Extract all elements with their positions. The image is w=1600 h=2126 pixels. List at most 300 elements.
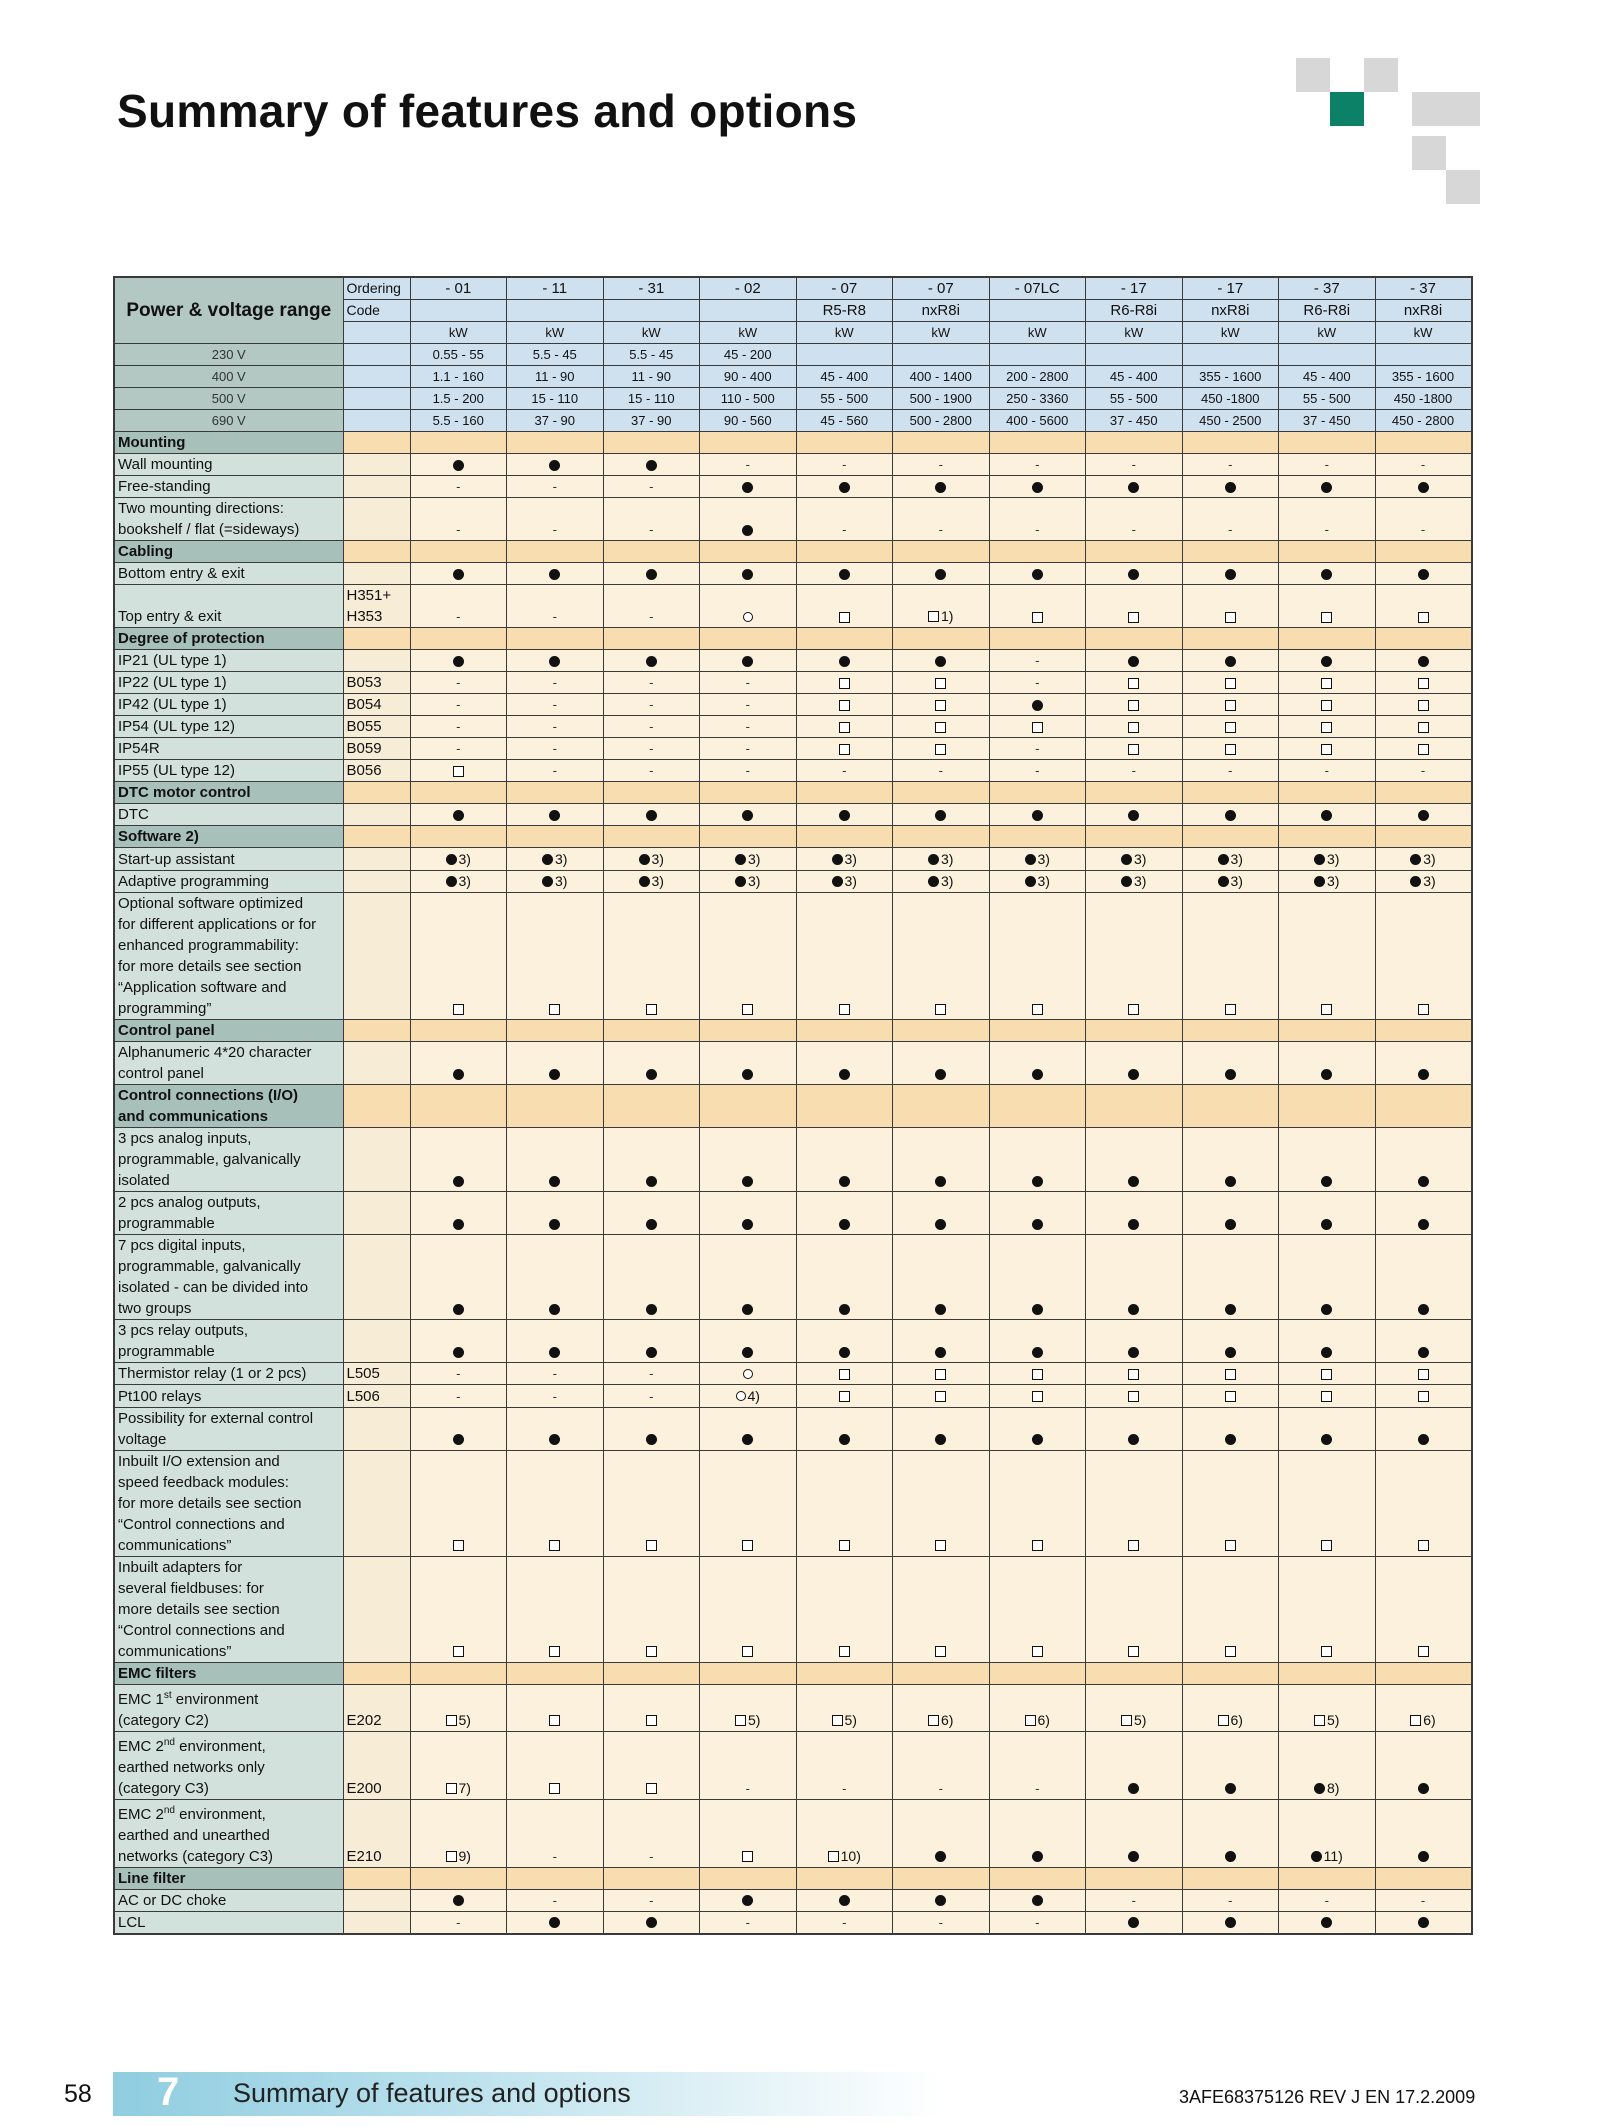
power-range-cell: 355 - 1600 [1182, 366, 1279, 388]
cell-line: several fieldbuses: for [118, 1579, 264, 1597]
availability-cell [989, 870, 1086, 893]
availability-cell [700, 694, 797, 716]
availability-cell [796, 1363, 893, 1385]
filled-dot-icon [453, 1434, 464, 1445]
dash-mark: - [1228, 763, 1233, 778]
open-square-icon [839, 700, 850, 711]
filled-dot-icon [1032, 1434, 1043, 1445]
availability-cell [989, 1363, 1086, 1385]
availability-cell [989, 1684, 1086, 1731]
filled-dot-icon [1418, 810, 1429, 821]
section-value-cell [507, 628, 604, 650]
availability-cell [1086, 1192, 1183, 1235]
feature-row [114, 1128, 1472, 1192]
open-square-icon [549, 1004, 560, 1015]
availability-cell [700, 1799, 797, 1867]
voltage-label: 500 V [114, 388, 343, 410]
section-code-cell [343, 628, 410, 650]
footnote-ref: 3) [458, 850, 471, 867]
open-square-icon [1032, 1540, 1043, 1551]
open-square-icon [1321, 700, 1332, 711]
availability-cell [507, 1128, 604, 1192]
dash-mark: - [1131, 457, 1136, 472]
availability-cell [507, 1911, 604, 1934]
section-value-cell [1086, 826, 1183, 848]
section-code-cell [343, 1020, 410, 1042]
availability-cell [1279, 498, 1376, 541]
footnote-ref: 3) [555, 873, 568, 890]
availability-cell [700, 1042, 797, 1085]
section-value-cell [1375, 432, 1472, 454]
filled-dot-icon [453, 656, 464, 667]
feature-label [114, 804, 343, 826]
availability-cell [1375, 1235, 1472, 1320]
dash-mark: - [745, 763, 750, 778]
feature-row [114, 1556, 1472, 1662]
filled-dot-icon [1032, 1895, 1043, 1906]
power-range-cell [893, 344, 990, 366]
footnote-ref: 3) [1134, 873, 1147, 890]
availability-cell [410, 848, 507, 871]
open-square-icon [453, 766, 464, 777]
availability-cell [410, 1407, 507, 1450]
section-value-cell [603, 628, 700, 650]
filled-dot-icon [839, 1434, 850, 1445]
footnote-ref: 11) [1323, 1847, 1343, 1864]
availability-cell [410, 893, 507, 1020]
footnote-ref: 3) [1423, 850, 1436, 867]
dash-mark: - [649, 675, 654, 690]
cell-line: B056 [346, 762, 382, 779]
cell-line: “Control connections and [118, 1621, 285, 1639]
section-title-line2: and communications [118, 1108, 269, 1126]
section-title: Control connections (I/O) [118, 1087, 298, 1105]
unit-cell: kW [893, 322, 990, 344]
feature-label [114, 1450, 343, 1556]
availability-cell [1375, 1731, 1472, 1799]
availability-cell [1375, 870, 1472, 893]
section-value-cell [796, 1867, 893, 1889]
availability-cell [893, 1799, 990, 1867]
footnote-ref: 3) [651, 873, 664, 890]
power-range-cell: 500 - 2800 [893, 410, 990, 432]
filled-dot-icon [639, 854, 650, 865]
filled-dot-icon [1032, 700, 1043, 711]
power-range-cell: 55 - 500 [1279, 388, 1376, 410]
availability-cell [1086, 1889, 1183, 1911]
availability-cell [603, 1042, 700, 1085]
availability-cell [507, 870, 604, 893]
availability-cell [410, 1450, 507, 1556]
filled-dot-icon [1025, 854, 1036, 865]
footnote-ref: 5) [844, 1711, 857, 1728]
filled-dot-icon [839, 569, 850, 580]
dash-mark: - [1131, 522, 1136, 537]
unit-code-cell [343, 322, 410, 344]
open-square-icon [839, 678, 850, 689]
filled-dot-icon [453, 1347, 464, 1358]
filled-dot-icon [742, 569, 753, 580]
cell-line: EMC 2nd environment, [118, 1736, 266, 1755]
section-code-cell [343, 1085, 410, 1128]
availability-cell [1182, 1192, 1279, 1235]
code-cell: R5-R8 [796, 300, 893, 322]
voltage-code-cell [343, 410, 410, 432]
availability-cell [893, 476, 990, 498]
open-square-icon [935, 1540, 946, 1551]
filled-dot-icon [742, 1176, 753, 1187]
cell-line: programmable, galvanically [118, 1258, 301, 1276]
footnote-ref: 7) [458, 1779, 471, 1796]
section-value-cell [1375, 1085, 1472, 1128]
availability-cell [410, 1684, 507, 1731]
availability-cell [989, 804, 1086, 826]
power-range-cell: 1.5 - 200 [410, 388, 507, 410]
availability-cell [796, 1731, 893, 1799]
dash-mark: - [938, 522, 943, 537]
cell-line: Free-standing [118, 478, 211, 495]
dash-mark: - [649, 719, 654, 734]
cell-line: Wall mounting [118, 456, 213, 473]
availability-cell [1279, 1320, 1376, 1363]
availability-cell [893, 1320, 990, 1363]
section-row [114, 1020, 1472, 1042]
filled-dot-icon [1314, 1783, 1325, 1794]
availability-cell [700, 893, 797, 1020]
availability-cell [700, 1889, 797, 1911]
filled-dot-icon [742, 1219, 753, 1230]
feature-label [114, 1889, 343, 1911]
availability-cell [1182, 1128, 1279, 1192]
unit-cell: kW [603, 322, 700, 344]
availability-cell [796, 454, 893, 476]
dash-mark: - [456, 719, 461, 734]
code-cell [989, 300, 1086, 322]
availability-cell [507, 893, 604, 1020]
cell-line: Start-up assistant [118, 850, 235, 868]
cell-line: DTC [118, 806, 149, 823]
availability-cell [1182, 454, 1279, 476]
availability-cell [1086, 672, 1183, 694]
availability-cell [1375, 1042, 1472, 1085]
option-code [343, 1450, 410, 1556]
cell-line: IP54R [118, 740, 160, 757]
availability-cell [1182, 893, 1279, 1020]
availability-cell [1182, 1911, 1279, 1934]
availability-cell [796, 498, 893, 541]
section-value-cell [989, 628, 1086, 650]
availability-cell [989, 760, 1086, 782]
header-row-ordering [114, 277, 1472, 300]
feature-row [114, 804, 1472, 826]
dash-mark: - [745, 675, 750, 690]
availability-cell [1182, 1684, 1279, 1731]
feature-label [114, 498, 343, 541]
section-value-cell [1086, 1662, 1183, 1684]
availability-cell [507, 1407, 604, 1450]
availability-cell [700, 1128, 797, 1192]
cell-line: Possibility for external control [118, 1409, 314, 1427]
availability-cell [507, 804, 604, 826]
availability-cell [796, 1450, 893, 1556]
section-value-cell [603, 1867, 700, 1889]
open-square-icon [928, 611, 939, 622]
option-code [343, 1363, 410, 1385]
availability-cell [410, 760, 507, 782]
cell-line: B053 [346, 674, 382, 691]
availability-cell [1086, 1731, 1183, 1799]
power-range-cell: 450 -1800 [1375, 388, 1472, 410]
section-value-cell [796, 826, 893, 848]
availability-cell [410, 1731, 507, 1799]
feature-label [114, 1320, 343, 1363]
section-value-cell [700, 1085, 797, 1128]
cell-line: B054 [346, 696, 382, 713]
code-cell [507, 300, 604, 322]
cell-line: isolated - can be divided into [118, 1279, 309, 1297]
filled-dot-icon [446, 854, 457, 865]
availability-cell [603, 804, 700, 826]
section-value-cell [1182, 1662, 1279, 1684]
open-square-icon [935, 1646, 946, 1657]
filled-dot-icon [935, 1851, 946, 1862]
open-square-icon [839, 1540, 850, 1551]
open-square-icon [549, 1540, 560, 1551]
footnote-ref: 1) [941, 608, 954, 624]
open-square-icon [1121, 1715, 1132, 1726]
option-code [343, 1128, 410, 1192]
cell-line: bookshelf / flat (=sideways) [118, 521, 300, 538]
open-square-icon [549, 1715, 560, 1726]
filled-dot-icon [549, 656, 560, 667]
option-code [343, 1042, 410, 1085]
filled-dot-icon [453, 460, 464, 471]
option-code [343, 694, 410, 716]
dash-mark: - [745, 741, 750, 756]
availability-cell [893, 1363, 990, 1385]
section-value-cell [1279, 826, 1376, 848]
availability-cell [1279, 738, 1376, 760]
footnote-ref: 3) [844, 873, 857, 890]
open-square-icon [1410, 1715, 1421, 1726]
section-row [114, 628, 1472, 650]
availability-cell [1375, 1363, 1472, 1385]
filled-dot-icon [1225, 569, 1236, 580]
filled-dot-icon [742, 1304, 753, 1315]
feature-row [114, 738, 1472, 760]
section-value-cell [796, 1662, 893, 1684]
dash-mark: - [938, 1914, 943, 1930]
dash-mark: - [938, 457, 943, 472]
availability-cell [1086, 1385, 1183, 1408]
availability-cell [1375, 585, 1472, 628]
power-range-cell: 110 - 500 [700, 388, 797, 410]
unit-cell: kW [1086, 322, 1183, 344]
availability-cell [603, 1799, 700, 1867]
feature-row [114, 870, 1472, 893]
section-value-cell [893, 826, 990, 848]
availability-cell [1086, 1363, 1183, 1385]
section-value-cell [410, 1020, 507, 1042]
voltage-label: 690 V [114, 410, 343, 432]
filled-dot-icon [1418, 1434, 1429, 1445]
availability-cell [1279, 563, 1376, 585]
open-square-icon [1418, 612, 1429, 623]
option-code [343, 563, 410, 585]
section-value-cell [1182, 1020, 1279, 1042]
cell-line: IP42 (UL type 1) [118, 696, 227, 713]
availability-cell [410, 1320, 507, 1363]
filled-dot-icon [1128, 1917, 1139, 1928]
filled-dot-icon [1321, 1434, 1332, 1445]
dash-mark: - [938, 1780, 943, 1796]
section-value-cell [1375, 826, 1472, 848]
availability-cell [1279, 1192, 1376, 1235]
filled-dot-icon [639, 876, 650, 887]
power-range-cell: 450 - 2500 [1182, 410, 1279, 432]
availability-cell [989, 1731, 1086, 1799]
open-square-icon [1321, 1646, 1332, 1657]
section-label [114, 1867, 343, 1889]
filled-dot-icon [1418, 1347, 1429, 1358]
section-value-cell [507, 1662, 604, 1684]
open-square-icon [1418, 1540, 1429, 1551]
availability-cell [410, 1128, 507, 1192]
availability-cell [603, 1192, 700, 1235]
availability-cell [796, 738, 893, 760]
power-range-cell: 15 - 110 [507, 388, 604, 410]
footnote-ref: 3) [1327, 850, 1340, 867]
feature-row [114, 893, 1472, 1020]
filled-dot-icon [453, 569, 464, 580]
availability-cell [507, 1363, 604, 1385]
open-square-icon [1025, 1715, 1036, 1726]
filled-dot-icon [742, 1069, 753, 1080]
availability-cell [796, 1192, 893, 1235]
open-square-icon [1321, 678, 1332, 689]
dash-mark: - [1035, 741, 1040, 756]
filled-dot-icon [1128, 569, 1139, 580]
availability-cell [410, 585, 507, 628]
open-square-icon [1225, 1646, 1236, 1657]
open-square-icon [1032, 722, 1043, 733]
availability-cell [989, 498, 1086, 541]
availability-cell [1086, 716, 1183, 738]
feature-row [114, 476, 1472, 498]
dash-mark: - [552, 697, 557, 712]
availability-cell [1086, 585, 1183, 628]
option-code [343, 716, 410, 738]
ordering-cell: - 31 [603, 277, 700, 300]
section-value-cell [507, 1085, 604, 1128]
section-value-cell [700, 826, 797, 848]
availability-cell [700, 454, 797, 476]
section-value-cell [1375, 782, 1472, 804]
availability-cell [893, 672, 990, 694]
filled-dot-icon [935, 1176, 946, 1187]
open-square-icon [453, 1540, 464, 1551]
filled-dot-icon [935, 482, 946, 493]
section-title: Mounting [118, 434, 186, 451]
section-value-cell [796, 1020, 893, 1042]
availability-cell [796, 1235, 893, 1320]
cell-line: L505 [346, 1365, 380, 1383]
cell-line: for more details see section [118, 958, 302, 976]
section-label [114, 432, 343, 454]
cell-line: “Control connections and [118, 1515, 285, 1533]
open-square-icon [1128, 1540, 1139, 1551]
cell-line: AC or DC choke [118, 1891, 227, 1909]
filled-dot-icon [646, 569, 657, 580]
footnote-ref: 9) [458, 1847, 471, 1864]
availability-cell [796, 804, 893, 826]
option-code [343, 1911, 410, 1934]
availability-cell [700, 1385, 797, 1408]
availability-cell [1375, 563, 1472, 585]
filled-dot-icon [839, 656, 850, 667]
availability-cell [989, 1385, 1086, 1408]
section-value-cell [989, 1020, 1086, 1042]
availability-cell [1182, 1385, 1279, 1408]
feature-row [114, 1799, 1472, 1867]
feature-row [114, 1363, 1472, 1385]
voltage-code-cell [343, 344, 410, 366]
availability-cell [603, 1128, 700, 1192]
filled-dot-icon [646, 1219, 657, 1230]
availability-cell [1086, 1911, 1183, 1934]
power-range-cell: 0.55 - 55 [410, 344, 507, 366]
availability-cell [796, 716, 893, 738]
availability-cell [1279, 1450, 1376, 1556]
availability-cell [603, 476, 700, 498]
filled-dot-icon [1121, 854, 1132, 865]
availability-cell [796, 585, 893, 628]
availability-cell [893, 1889, 990, 1911]
filled-dot-icon [935, 1069, 946, 1080]
availability-cell [1279, 893, 1376, 1020]
filled-dot-icon [832, 854, 843, 865]
section-value-cell [1279, 541, 1376, 563]
cell-line: control panel [118, 1065, 204, 1083]
section-value-cell [1086, 432, 1183, 454]
cell-line: Alphanumeric 4*20 character [118, 1044, 312, 1062]
filled-dot-icon [1225, 1434, 1236, 1445]
feature-row [114, 716, 1472, 738]
code-cell: R6-R8i [1279, 300, 1376, 322]
footnote-ref: 8) [1327, 1779, 1340, 1796]
availability-cell [796, 694, 893, 716]
cell-line: earthed networks only [118, 1758, 265, 1776]
filled-dot-icon [549, 1304, 560, 1315]
footer-title: Summary of features and options [233, 2078, 631, 2108]
filled-dot-icon [549, 1347, 560, 1358]
availability-cell [1279, 870, 1376, 893]
feature-label [114, 1042, 343, 1085]
availability-cell [989, 1042, 1086, 1085]
availability-cell [1375, 476, 1472, 498]
availability-cell [1182, 476, 1279, 498]
availability-cell [507, 1450, 604, 1556]
footnote-ref: 5) [458, 1711, 471, 1728]
availability-cell [989, 563, 1086, 585]
section-value-cell [603, 1085, 700, 1128]
voltage-label: 400 V [114, 366, 343, 388]
dash-mark: - [649, 1388, 654, 1404]
availability-cell [603, 1889, 700, 1911]
open-square-icon [446, 1783, 457, 1794]
filled-dot-icon [549, 1176, 560, 1187]
cell-line: networks (category C3) [118, 1847, 274, 1865]
